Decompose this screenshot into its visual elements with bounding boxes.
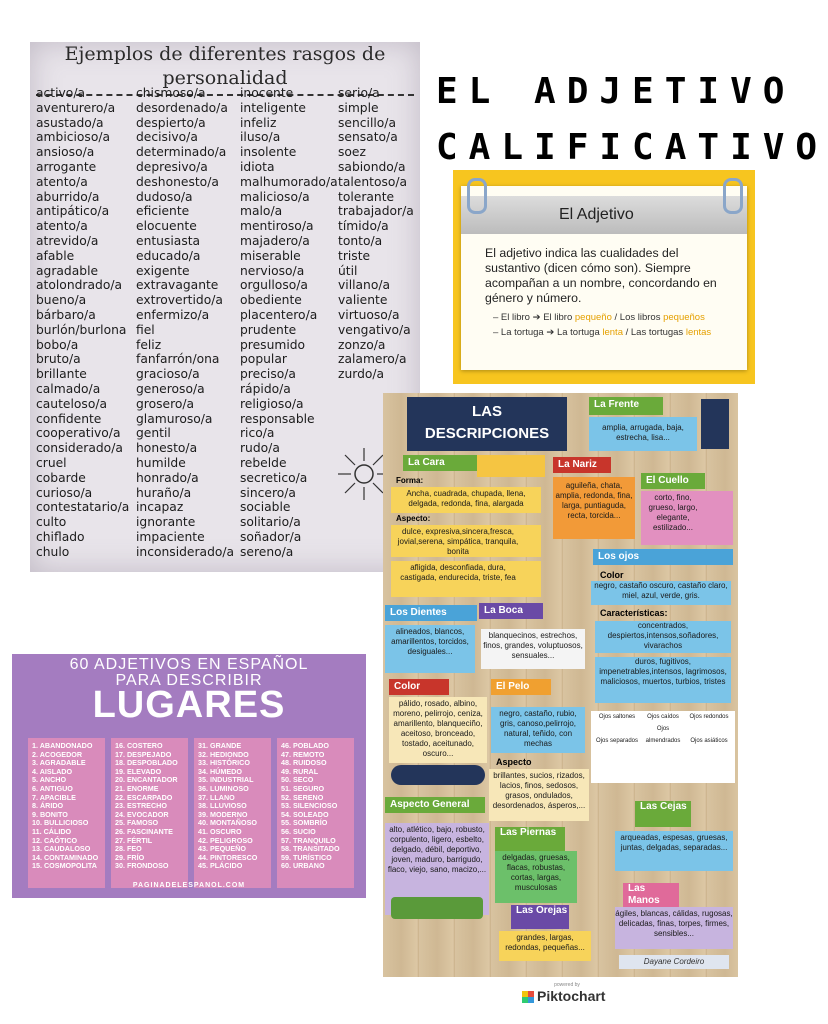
list-item: villano/a bbox=[338, 278, 391, 293]
places-heading-line3: LUGARES bbox=[92, 684, 286, 726]
list-item: dudoso/a bbox=[136, 189, 193, 204]
places-footer: PAGINADELESPANOL.COM bbox=[132, 882, 246, 889]
list-item: 2. ACOGEDOR bbox=[32, 749, 83, 759]
list-item: popular bbox=[240, 352, 287, 367]
ears-text: grandes, largas, redondas, pequeñas... bbox=[499, 931, 591, 961]
list-item: 5. ANCHO bbox=[32, 775, 67, 785]
list-item: 23. ESTRECHO bbox=[115, 801, 167, 811]
list-item: 4. AISLADO bbox=[32, 766, 73, 776]
list-item: bobo/a bbox=[36, 337, 79, 352]
list-item: virtuoso/a bbox=[338, 307, 400, 322]
list-item: 40. MONTAÑOSO bbox=[198, 818, 257, 828]
list-item: 15. COSMOPOLITA bbox=[32, 861, 97, 871]
list-item: ignorante bbox=[136, 515, 196, 530]
powered-by-label: powered by bbox=[554, 982, 580, 988]
list-column-4 bbox=[338, 86, 414, 382]
list-item: despierto/a bbox=[136, 115, 206, 130]
list-item: 9. BONITO bbox=[32, 809, 68, 819]
list-item: útil bbox=[338, 263, 358, 278]
nose-header: La Nariz bbox=[553, 457, 611, 473]
general-appearance-text: alto, atlético, bajo, robusto, corpulento, ligero, esbelto, delgado, débil, deportivo, joven, maduro, barrigudo, flaco, viejo, sano, macizo,... bbox=[385, 823, 489, 915]
hands-header: Las Manos bbox=[623, 883, 679, 907]
list-item: chiflado bbox=[36, 529, 85, 544]
list-item: iluso/a bbox=[240, 130, 281, 145]
list-item: secretico/a bbox=[240, 470, 308, 485]
list-item: incapaz bbox=[136, 500, 184, 515]
list-item: 60. URBANO bbox=[281, 861, 325, 871]
list-item: humilde bbox=[136, 455, 186, 470]
list-item: serio/a bbox=[338, 86, 380, 100]
places-heading-line2: PARA DESCRIBIR bbox=[115, 672, 263, 689]
list-item: 10. BULLICIOSO bbox=[32, 818, 89, 828]
list-item: 50. SECO bbox=[281, 775, 314, 785]
list-item: gracioso/a bbox=[136, 367, 200, 382]
list-item: 24. EVOCADOR bbox=[115, 809, 169, 819]
skin-color-text: pálido, rosado, albino, moreno, pelirrojo, ceniza, amarillento, blanqueciño, aceitoso, bronceado, tostado, aceitunado, oscuro... bbox=[389, 697, 487, 763]
paperclip-icon bbox=[723, 178, 743, 214]
list-item: preciso/a bbox=[240, 367, 296, 382]
list-item: huraño/a bbox=[136, 485, 192, 500]
list-item: 47. REMOTO bbox=[281, 749, 325, 759]
list-item: Ojos redondos bbox=[689, 714, 729, 720]
list-item: 36. LUMINOSO bbox=[198, 783, 249, 793]
list-item: cobarde bbox=[36, 470, 86, 485]
list-item: exigente bbox=[136, 263, 190, 278]
list-item: cruel bbox=[36, 455, 67, 470]
list-item: 11. CÁLIDO bbox=[32, 826, 72, 836]
list-item: 45. PLÁCIDO bbox=[198, 861, 243, 871]
list-item: 1. ABANDONADO bbox=[32, 741, 93, 750]
list-item: 6. ANTIGUO bbox=[32, 783, 73, 793]
list-title bbox=[30, 42, 420, 90]
list-item: depresivo/a bbox=[136, 159, 208, 174]
list-item: extravagante bbox=[136, 278, 219, 293]
list-item: 13. CAUDALOSO bbox=[32, 844, 91, 854]
list-item: 33. HISTÓRICO bbox=[198, 758, 250, 768]
list-item: brillante bbox=[36, 367, 87, 382]
list-item: 38. LLUVIOSO bbox=[198, 801, 247, 811]
list-item: 8. ÁRIDO bbox=[32, 801, 64, 811]
hair-aspect-header: Aspecto bbox=[496, 757, 532, 767]
list-item: majadero/a bbox=[240, 233, 310, 248]
paperclip-icon bbox=[467, 178, 487, 214]
list-item: calmado/a bbox=[36, 381, 101, 396]
list-item: soez bbox=[338, 145, 366, 160]
list-item: 52. SERENO bbox=[281, 792, 324, 802]
list-item: 22. ESCARPADO bbox=[115, 792, 173, 802]
list-item: triste bbox=[338, 248, 371, 263]
nose-text: aguileña, chata, amplia, redonda, fina, larga, puntiaguda, recta, torcida... bbox=[553, 477, 635, 539]
list-item: 56. SUCIO bbox=[281, 826, 316, 836]
list-item: zalamero/a bbox=[338, 352, 407, 367]
list-item: activo/a bbox=[36, 86, 86, 100]
list-item: aventurero/a bbox=[36, 100, 116, 115]
places-adjectives-panel bbox=[12, 654, 366, 898]
card-definition: El adjetivo indica las cualidades del sustantivo (dicen cómo son). Siempre acompañan a un nombre, concordando en género y número. bbox=[485, 246, 717, 305]
list-item: Ojos saltones bbox=[598, 714, 636, 720]
example-1: – El libro ➔ El libro pequeño / Los libros pequeños bbox=[493, 312, 705, 323]
neck-header: El Cuello bbox=[641, 473, 705, 489]
eyebrows-text: arqueadas, espesas, gruesas, juntas, delgadas, separadas... bbox=[615, 831, 733, 871]
list-item: honesto/a bbox=[136, 441, 198, 456]
list-item: 26. FASCINANTE bbox=[115, 826, 173, 836]
list-item: contestatario/a bbox=[36, 500, 130, 515]
author-signature: Dayane Cordeiro bbox=[619, 955, 729, 969]
list-item: sociable bbox=[240, 500, 291, 515]
list-item: malhumorado/a bbox=[240, 174, 338, 189]
face-appearance-negative-text: afligida, desconfiada, dura, castigada, endurecida, triste, fea bbox=[391, 561, 541, 597]
list-item: sabiondo/a bbox=[338, 159, 406, 174]
list-item: afable bbox=[36, 248, 75, 263]
list-item: rudo/a bbox=[240, 441, 280, 456]
list-item: malicioso/a bbox=[240, 189, 310, 204]
list-item: 35. INDUSTRIAL bbox=[198, 775, 254, 785]
teeth-text: alineados, blancos, amarillentos, torcidos, desiguales... bbox=[385, 625, 475, 673]
list-item: 18. DESPOBLADO bbox=[115, 758, 178, 768]
list-item: ansioso/a bbox=[36, 145, 95, 160]
list-item: burlón/burlona bbox=[36, 322, 127, 337]
list-item: 57. TRANQUILO bbox=[281, 835, 336, 845]
list-item: 59. TURÍSTICO bbox=[281, 852, 332, 862]
list-item: 41. OSCURO bbox=[198, 826, 242, 836]
piktochart-credit bbox=[522, 982, 612, 1006]
list-item: extrovertido/a bbox=[136, 293, 223, 308]
list-item: 20. ENCANTADOR bbox=[115, 775, 178, 785]
places-column-3 bbox=[194, 738, 271, 888]
list-item: decisivo/a bbox=[136, 130, 198, 145]
list-item: atento/a bbox=[36, 174, 88, 189]
list-column-3 bbox=[240, 86, 338, 560]
eyebrows-header: Las Cejas bbox=[635, 801, 691, 827]
places-heading-line1: 60 ADJETIVOS EN ESPAÑOL bbox=[69, 656, 309, 673]
list-item: feliz bbox=[136, 337, 162, 352]
list-item: vengativo/a bbox=[338, 322, 411, 337]
list-item: responsable bbox=[240, 411, 315, 426]
personality-list-panel bbox=[30, 42, 420, 572]
list-item: confidente bbox=[36, 411, 102, 426]
list-item: agradable bbox=[36, 263, 99, 278]
list-item: arrogante bbox=[36, 159, 97, 174]
list-item: solitario/a bbox=[240, 515, 301, 530]
list-item: Ojos asiáticos bbox=[690, 738, 728, 744]
list-item: 3. AGRADABLE bbox=[32, 758, 86, 768]
list-item: infeliz bbox=[240, 115, 277, 130]
list-item: tímido/a bbox=[338, 219, 389, 234]
list-item: inconsiderado/a bbox=[136, 544, 235, 559]
list-item: generoso/a bbox=[136, 381, 205, 396]
list-item: valiente bbox=[338, 293, 388, 308]
list-item: elocuente bbox=[136, 219, 197, 234]
list-item: 32. HEDIONDO bbox=[198, 749, 249, 759]
example-2: – La tortuga ➔ La tortuga lenta / Las tortugas lentas bbox=[493, 327, 712, 338]
list-item: soñador/a bbox=[240, 529, 302, 544]
list-item: 7. APACIBLE bbox=[32, 792, 76, 802]
list-item: rico/a bbox=[240, 426, 275, 441]
hair-aspect-text: brillantes, sucios, rizados, lacios, finos, sedosos, grasos, ondulados, desordenados, ásperos,... bbox=[489, 769, 589, 821]
list-item: rápido/a bbox=[240, 381, 291, 396]
banner-line2: DESCRIPCIONES bbox=[424, 425, 550, 442]
shape-label: Forma: bbox=[396, 476, 424, 485]
adjective-definition-card bbox=[453, 170, 755, 384]
list-item: entusiasta bbox=[136, 233, 201, 248]
list-item: 31. GRANDE bbox=[198, 741, 242, 750]
list-item: honrado/a bbox=[136, 470, 199, 485]
list-item: glamuroso/a bbox=[136, 411, 213, 426]
list-item: 54. SOLEADO bbox=[281, 809, 329, 819]
list-item: 51. SEGURO bbox=[281, 783, 325, 793]
list-item: 39. MODERNO bbox=[198, 809, 248, 819]
list-item: atrevido/a bbox=[36, 233, 99, 248]
eye-types-panel bbox=[591, 711, 735, 783]
list-item: Ojos separados bbox=[595, 738, 639, 744]
list-item: sincero/a bbox=[240, 485, 296, 500]
man-icon bbox=[701, 399, 729, 449]
list-item: deshonesto/a bbox=[136, 174, 219, 189]
banner-line1: LAS bbox=[472, 403, 502, 420]
list-item: 14. CONTAMINADO bbox=[32, 852, 99, 862]
list-title-line2: personalidad bbox=[162, 67, 288, 89]
list-item: fiel bbox=[136, 322, 155, 337]
piktochart-logo: Piktochart bbox=[522, 988, 612, 1006]
list-item: atento/a bbox=[36, 219, 88, 234]
face-header: La Cara bbox=[403, 455, 483, 471]
title-line2: CALIFICATIVO bbox=[436, 127, 828, 168]
list-item: sereno/a bbox=[240, 544, 294, 559]
card-header bbox=[461, 196, 747, 234]
list-item: ambicioso/a bbox=[36, 130, 111, 145]
list-item: placentero/a bbox=[240, 307, 318, 322]
hair-text: negro, castaño, rubio, gris, canoso,pelirrojo, natural, teñido, con mechas bbox=[491, 707, 585, 753]
list-item: chismoso/a bbox=[136, 86, 206, 100]
list-item: tolerante bbox=[338, 189, 395, 204]
list-item: religioso/a bbox=[240, 396, 304, 411]
hands-text: ágiles, blancas, cálidas, rugosas, delicadas, finas, torpes, firmes, sensibles... bbox=[615, 907, 733, 949]
forehead-header: La Frente bbox=[589, 397, 663, 415]
list-title-line1: Ejemplos de diferentes rasgos de bbox=[64, 43, 386, 65]
eye-negative-text: duros, fugitivos, impenetrables,intensos, lagrimosos, maliciosos, muertos, turbios, tristes bbox=[595, 657, 731, 703]
list-item: 58. TRANSITADO bbox=[281, 844, 340, 854]
list-item: 43. PEQUEÑO bbox=[198, 844, 246, 854]
list-item: obediente bbox=[240, 293, 302, 308]
eye-positive-text: concentrados, despiertos,intensos,soñadores, vivarachos bbox=[595, 621, 731, 653]
list-item: talentoso/a bbox=[338, 174, 408, 189]
list-item: educado/a bbox=[136, 248, 201, 263]
list-item: antipático/a bbox=[36, 204, 110, 219]
card-paper bbox=[461, 186, 747, 370]
list-item: 37. LLANO bbox=[198, 792, 235, 802]
piktochart-icon bbox=[522, 991, 534, 1003]
list-item: chulo bbox=[36, 544, 70, 559]
places-column-1 bbox=[28, 738, 105, 888]
list-item: curioso/a bbox=[36, 485, 93, 500]
list-item: malo/a bbox=[240, 204, 283, 219]
list-item: Ojos almendrados bbox=[645, 726, 681, 744]
list-item: zurdo/a bbox=[338, 367, 385, 382]
list-item: impaciente bbox=[136, 529, 205, 544]
list-item: Ojos caídos bbox=[647, 714, 679, 720]
face-appearance-text: dulce, expresiva,sincera,fresca, jovial,serena, simpática, tranquila, bonita bbox=[391, 525, 541, 557]
legs-header: Las Piernas bbox=[495, 827, 565, 851]
list-item: 34. HÚMEDO bbox=[198, 766, 242, 776]
card-heading: El Adjetivo bbox=[559, 206, 634, 223]
list-item: 25. FAMOSO bbox=[115, 818, 159, 828]
eye-color-text: negro, castaño oscuro, castaño claro, miel, azul, verde, gris. bbox=[591, 581, 731, 605]
people-group-icon bbox=[391, 897, 483, 919]
descriptions-infographic bbox=[383, 393, 738, 977]
list-item: sencillo/a bbox=[338, 115, 396, 130]
list-item: cauteloso/a bbox=[36, 396, 108, 411]
face-shape-text: Ancha, cuadrada, chupada, llena, delgada, redonda, fina, alargada bbox=[391, 487, 541, 513]
list-item: insolente bbox=[240, 145, 297, 160]
list-item: asustado/a bbox=[36, 115, 104, 130]
list-item: 12. CAÓTICO bbox=[32, 835, 78, 845]
mouth-text: blanquecinos, estrechos, finos, grandes, voluptuosos, sensuales... bbox=[481, 629, 585, 669]
page-title bbox=[436, 64, 828, 176]
list-column-2 bbox=[136, 86, 234, 560]
eyes-header: Los ojos bbox=[593, 549, 733, 565]
list-item: presumido bbox=[240, 337, 306, 352]
list-item: 49. RURAL bbox=[281, 766, 319, 776]
list-item: tonto/a bbox=[338, 233, 383, 248]
list-item: nervioso/a bbox=[240, 263, 305, 278]
list-item: rebelde bbox=[240, 455, 287, 470]
card-examples bbox=[493, 310, 743, 340]
places-column-2 bbox=[111, 738, 188, 888]
list-item: prudente bbox=[240, 322, 297, 337]
list-item: bárbaro/a bbox=[36, 307, 96, 322]
list-item: 27. FÉRTIL bbox=[115, 835, 153, 845]
list-item: zonzo/a bbox=[338, 337, 386, 352]
list-item: fanfarrón/ona bbox=[136, 352, 220, 367]
legs-text: delgadas, gruesas, flacas, robustas, cortas, largas, musculosas bbox=[495, 851, 577, 903]
list-item: considerado/a bbox=[36, 441, 123, 456]
list-item: simple bbox=[338, 100, 379, 115]
list-item: bruto/a bbox=[36, 352, 81, 367]
list-item: grosero/a bbox=[136, 396, 195, 411]
ears-header: Las Orejas bbox=[511, 905, 569, 929]
list-item: 55. SOMBRÍO bbox=[281, 818, 328, 828]
list-item: 30. FRONDOSO bbox=[115, 861, 169, 871]
list-item: 44. PINTORESCO bbox=[198, 852, 258, 862]
list-item: 29. FRÍO bbox=[115, 852, 145, 862]
list-item: 17. DESPEJADO bbox=[115, 749, 172, 759]
list-item: idiota bbox=[240, 159, 275, 174]
list-item: 28. FEO bbox=[115, 844, 142, 854]
neck-text: corto, fino, grueso, largo, elegante, estilizado... bbox=[641, 491, 733, 545]
list-item: eficiente bbox=[136, 204, 190, 219]
list-item: bueno/a bbox=[36, 293, 87, 308]
list-item: 53. SILENCIOSO bbox=[281, 801, 338, 811]
list-item: 48. RUIDOSO bbox=[281, 758, 327, 768]
list-item: inteligente bbox=[240, 100, 306, 115]
list-item: orgulloso/a bbox=[240, 278, 308, 293]
hair-header: El Pelo bbox=[491, 679, 551, 695]
list-item: aburrido/a bbox=[36, 189, 100, 204]
list-item: 42. PELIGROSO bbox=[198, 835, 253, 845]
list-item: 46. POBLADO bbox=[281, 741, 329, 750]
list-item: determinado/a bbox=[136, 145, 227, 160]
list-item: 21. ENORME bbox=[115, 783, 159, 793]
list-item: culto bbox=[36, 515, 67, 530]
faces-icon bbox=[477, 455, 545, 477]
general-appearance-header: Aspecto General bbox=[385, 797, 485, 813]
eye-color-label: Color bbox=[600, 570, 624, 580]
list-column-1 bbox=[36, 86, 129, 560]
list-item: atolondrado/a bbox=[36, 278, 123, 293]
list-item: trabajador/a bbox=[338, 204, 414, 219]
list-item: sensato/a bbox=[338, 130, 398, 145]
list-item: inocente bbox=[240, 86, 294, 100]
list-item: desordenado/a bbox=[136, 100, 228, 115]
appearance-label: Aspecto: bbox=[396, 514, 431, 523]
list-item: gentil bbox=[136, 426, 171, 441]
list-item: mentiroso/a bbox=[240, 219, 314, 234]
mouth-header: La Boca bbox=[479, 603, 543, 619]
skin-color-header: Color bbox=[389, 679, 449, 695]
title-line1: EL ADJETIVO bbox=[436, 71, 796, 112]
list-item: cooperativo/a bbox=[36, 426, 121, 441]
forehead-text: amplia, arrugada, baja, estrecha, lisa... bbox=[589, 417, 697, 451]
teeth-header: Los Dientes bbox=[385, 605, 477, 621]
people-icon bbox=[391, 765, 485, 785]
list-item: miserable bbox=[240, 248, 301, 263]
eye-characteristics-label: Características: bbox=[600, 608, 668, 618]
infographic-banner bbox=[407, 397, 567, 451]
places-column-4 bbox=[277, 738, 354, 888]
list-item: 16. COSTERO bbox=[115, 741, 163, 750]
list-item: enfermizo/a bbox=[136, 307, 210, 322]
list-item: 19. ELEVADO bbox=[115, 766, 162, 776]
